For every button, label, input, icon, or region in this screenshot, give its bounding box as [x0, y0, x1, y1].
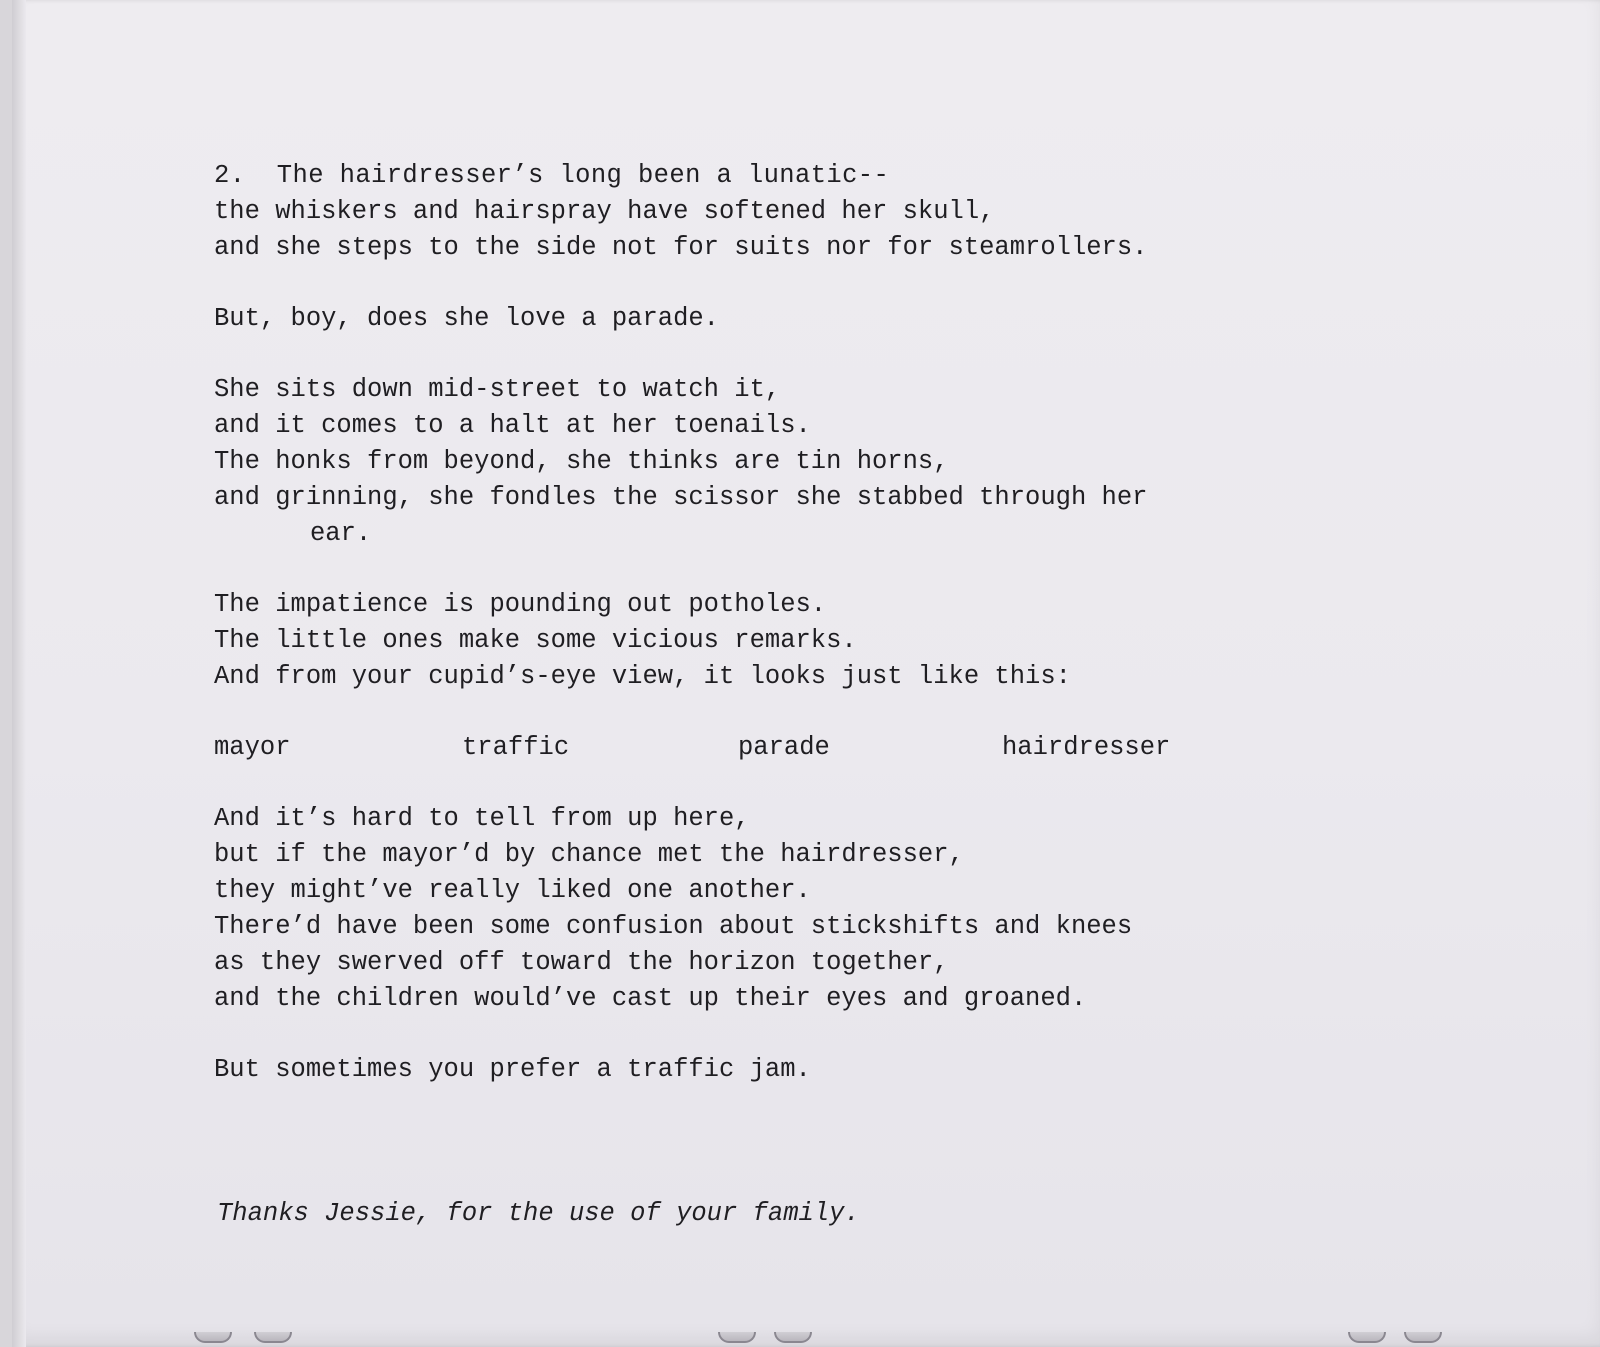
poem-line: but if the mayor’d by chance met the hairdresser,	[214, 840, 964, 869]
poem-line: 2. The hairdresser’s long been a lunatic--	[214, 161, 890, 190]
poem-body	[214, 158, 1171, 1088]
poem-line: And it’s hard to tell from up here,	[214, 804, 750, 833]
poem-line: they might’ve really liked one another.	[214, 876, 811, 905]
poem-line: But, boy, does she love a parade.	[214, 304, 719, 333]
poem-line: and grinning, she fondles the scissor she stabbed through her	[214, 483, 1148, 512]
poem-line: and she steps to the side not for suits nor for steamrollers.	[214, 233, 1148, 262]
page-binding-edge	[12, 0, 26, 1347]
staple	[718, 1332, 756, 1343]
poem-line: There’d have been some confusion about stickshifts and knees	[214, 912, 1133, 941]
staple	[1348, 1332, 1386, 1343]
staple	[774, 1332, 812, 1343]
poem-line: and it comes to a halt at her toenails.	[214, 411, 811, 440]
staple	[1404, 1332, 1442, 1343]
staple	[194, 1332, 232, 1343]
poem-line: She sits down mid-street to watch it,	[214, 375, 781, 404]
word-hairdresser: hairdresser	[1002, 733, 1171, 762]
poem-line: The honks from beyond, she thinks are tin horns,	[214, 447, 949, 476]
poem-line: as they swerved off toward the horizon together,	[214, 948, 949, 977]
words-row	[214, 730, 1171, 766]
staple	[254, 1332, 292, 1343]
poem-line: ear.	[310, 519, 372, 548]
word-parade: parade	[738, 733, 830, 762]
poem-line: the whiskers and hairspray have softened her skull,	[214, 197, 995, 226]
poem-line: But sometimes you prefer a traffic jam.	[214, 1055, 811, 1084]
word-mayor: mayor	[214, 733, 291, 762]
poem-line: The little ones make some vicious remarks.	[214, 626, 857, 655]
word-traffic: traffic	[462, 733, 570, 762]
poem-line: and the children would’ve cast up their eyes and groaned.	[214, 984, 1087, 1013]
poem-line: The impatience is pounding out potholes.	[214, 590, 827, 619]
typewritten-page	[12, 0, 1600, 1347]
dedication: Thanks Jessie, for the use of your family.	[217, 1199, 860, 1228]
poem-line: And from your cupid’s-eye view, it looks just like this:	[214, 662, 1071, 691]
